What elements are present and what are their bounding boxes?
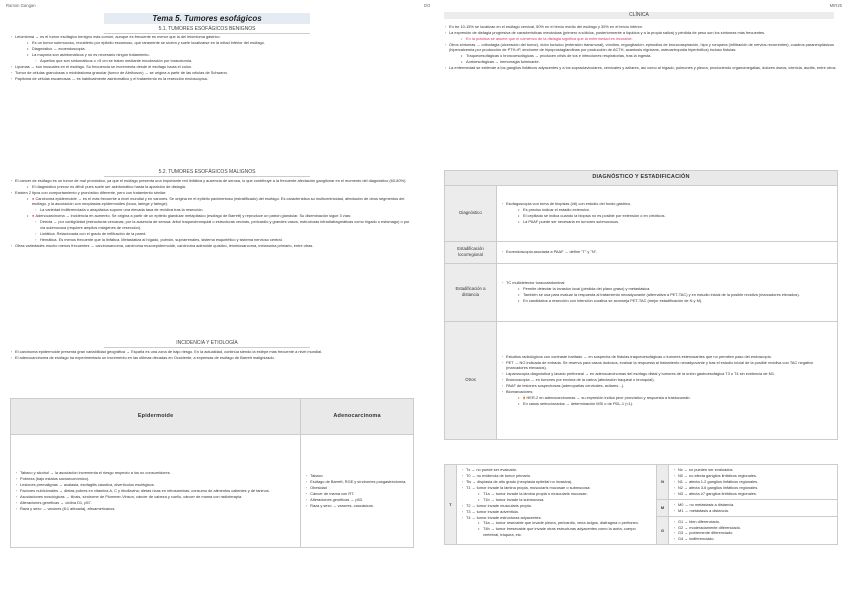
- list-item: • Es preciso indicar el estadio extensivo.: [501, 207, 833, 213]
- benign-list: [10, 34, 414, 82]
- list-item: • Permite detectar la invasión local (pérdida del plano graso) y metastásica.: [501, 286, 833, 292]
- table-header-adenocarcinoma: Adenocarcinoma: [301, 399, 414, 435]
- row-content: [497, 185, 838, 241]
- table-cell-adenocarcinoma: [301, 434, 414, 547]
- incidence-list: [10, 349, 414, 361]
- section-title-incidence: INCIDENCIA Y ETIOLOGÍA: [104, 340, 310, 348]
- list-item: · Tis → displasia de alto grado (neoplasia epitelial no invasiva).: [461, 479, 652, 485]
- list-item: · La enfermedad se extiende a los ganglios linfáticos adyacentes y a los supraclaviculares, cervicales y axilares, así como al hígado, pulmones y pleura, produciendo organomegalias, dolores óseos, ictericia, ascitis, entre otros.: [444, 65, 838, 71]
- list-item: • T4a → tumor resecable que invade pleura, pericardio, vena ácigos, diafragma o peritoneo.: [461, 520, 652, 526]
- list-item: · Alteraciones genéticas → p53.: [305, 497, 409, 503]
- list-item: • Traqueoesofágicas o broncoesofágicas → producen crisis de tos e infecciones respiratorias, tras la ingesta.: [444, 53, 838, 59]
- list-item: • En casos seleccionados → determinación MSI o de PDL-1 (<1).: [501, 401, 833, 407]
- list-item: · Broncoscopia → en tumores por encima de la carina (afectación traqueal o bronquial).: [501, 377, 833, 383]
- list-item: · El carcinoma epidermoide presenta gran variabilidad geográfica → España es una zona de bajo riesgo. En la actualidad, continúa siendo la estirpe más frecuente a nivel mundial.: [10, 349, 414, 355]
- list-item: · Otros síntomas → odinofagia (ulceración del tumor), dolor torácico (extensión transmural), vómitos, regurgitación, episodios de broncoaspiración, hipo y ronquera (infiltración de nervios recurrentes), cuadros paraneoplásicos (hipercalcemia por producción de PTH-rP, síndrome de hipoprostaglandinas por producción de ACTH, acantosis nigricans, osteoartropatía hipertrófica) incluso fístulas:: [444, 42, 838, 53]
- section-title-malignant: 5.2. TUMORES ESOFÁGICOS MALIGNOS: [104, 169, 310, 177]
- row-content: [497, 241, 838, 263]
- list-item: · Raza y sexo → varones (8:1 afecada), afroamericanos.: [15, 506, 296, 512]
- list-item: · G3 → pobremente diferenciado.: [673, 530, 833, 536]
- page-header-left: DO: [424, 3, 431, 8]
- tnm-m-content: [669, 499, 838, 516]
- list-item: · Existen 2 tipos con comportamiento y pronóstico diferente, pero con tratamiento similar:: [10, 190, 414, 196]
- list-item: · Raza y sexo → varones, caucásicos.: [305, 503, 409, 509]
- tnm-g-content: [669, 516, 838, 545]
- list-item: · Tabaco y alcohol → la asociación incrementa el riesgo respecto a los no consumidores.: [15, 470, 296, 476]
- list-item: · Esofagoscopia con toma de biopsias (≥6) con estudio del fondo gástrico.: [501, 201, 833, 207]
- list-item-text: Carcinoma epidermoide → es el más frecuente a nivel mundial y en varones. Se origina en el epitelio pavimentoso (estratificado) del esófago. Es característica su multicentricidad, afectación de otros segmentos del esófago, y la asociación con neoplasias epidermoides (boca, laringe y faringe).: [32, 195, 405, 207]
- section-title-clinic: CLÍNICA: [444, 12, 834, 19]
- list-item: · Asociaciones nosológicas → tilosis, síndrome de Plummer-Vinson, cáncer de cabeza y cuello, cáncer de mama con radioterapia.: [15, 494, 296, 500]
- list-item: · Lipomas → son inusuales en el esófago. Su frecuencia se incrementa desde el esófago hacia el colon.: [10, 64, 414, 70]
- highlight-term: ●: [32, 195, 36, 201]
- list-item: · G2 → moderadamente diferenciado.: [673, 525, 833, 531]
- list-item: • Aortoesofágicas → hemorragia fulminante.: [444, 59, 838, 65]
- list-item: • T1a → tumor invade la lámina propia o muscularis mucosae.: [461, 491, 652, 497]
- list-item: · N3 → afecta ≥7 ganglios linfáticos regionales.: [673, 491, 833, 497]
- list-item: · Factores nutricionales → dietas pobres en vitamina A, C y riboflavina; dietas ricas en nitrosaminas; consumo de alimentos calientes y de taninos.: [15, 488, 296, 494]
- list-item: · M1 → metástasis a distancia.: [673, 508, 833, 514]
- list-item: · T0 → no evidencia de tumor primario.: [461, 473, 652, 479]
- list-item: · El adenocarcinoma de esófago ha experimentado un incremento en las últimas décadas en Occidente, a expensas de esófago de Barrett malignizado.: [10, 355, 414, 361]
- tnm-label-t: T: [445, 465, 457, 545]
- list-item: • Diagnóstico → ecoendoscopia.: [10, 46, 414, 52]
- list-item: · El cáncer de esófago es un tumor de mal pronóstico, ya que el esófago presenta una importante red linfática y ausencia de serosa, lo que contribuye a la frecuente afectación ganglionar en el momento del diagnóstico (60-80%).: [10, 178, 414, 184]
- list-item: ◦ Aquellos que son sintomáticos o >5 cm se tratan mediante enucleación por toracotomía.: [10, 58, 414, 64]
- list-item: · N1 → afecta 1-2 ganglios linfáticos regionales.: [673, 479, 833, 485]
- list-item: [10, 196, 414, 207]
- list-item: [501, 395, 833, 401]
- highlight-term: ●: [32, 213, 36, 219]
- list-item: · Otras variedades mucho menos frecuentes → carcinosarcoma, carcinoma mucoepidermoide, carcinoma adenoide quístico, leiomiosarcoma, melanoma primario, entre otras.: [10, 243, 414, 249]
- list-item: · Tumor de células granulosas o mioblastoma granular (tumor de Abrikosov) → se origina a partir de las células de Schwann.: [10, 70, 414, 76]
- tnm-n-content: [669, 465, 838, 500]
- list-item: · La expresión de disfagia progresiva de características mecánicas (primero a sólidos, posteriormente a líquidos y a la propia saliva) y pérdida de peso son los síntomas más frecuentes.: [444, 30, 838, 36]
- list-item: • También se usa para evaluar la respuesta al tratamiento neoadyuvante (alternativa a PET-TAC) y en estudio inicial de la posible recidiva (marcadores elevados).: [501, 292, 833, 298]
- row-label-locoregional: Estadificación locorregional: [445, 241, 497, 263]
- tnm-table: [444, 464, 838, 545]
- list-item: · Estudios radiológicos con contraste baritado → en sospecha de fístulas traqueoesofágicas o tumores estenosantes que no permiten paso del endoscopio.: [501, 354, 833, 360]
- list-item: · T4 → tumor invade estructuras adyacentes:: [461, 515, 652, 521]
- tnm-label-n: N: [657, 465, 669, 500]
- list-item: · Pobreza (bajo estatus socioeconómico).: [15, 476, 296, 482]
- diagnosis-table: [444, 170, 838, 440]
- list-item: · Nx → no pueden ser evaluados.: [673, 467, 833, 473]
- list-item: · G4 → indiferenciado.: [673, 536, 833, 542]
- diagnosis-table-title: DIAGNÓSTICO Y ESTADIFICACIÓN: [445, 171, 838, 186]
- list-item: · Papiloma de células escamosas → es habitualmente asintomático y el tratamiento es la resección endoscópica.: [10, 76, 414, 82]
- list-item-text: HER-2 en adenocarcinomas → su expresión indica peor pronóstico y respuesta a trastuzumab.: [526, 394, 691, 400]
- list-item: · PAAF de lesiones sospechosas (adenopatías cervicales, axilares…).: [501, 383, 833, 389]
- list-item: · M0 → no metástasis a distancia.: [673, 502, 833, 508]
- list-item: · Cáncer de mama con RT.: [305, 491, 409, 497]
- list-item: · Ecoendoscopia asociada a PAAF → define "T" y "N".: [501, 249, 833, 255]
- row-content: [497, 263, 838, 321]
- row-label-distancia: Estadificación a distancia: [445, 263, 497, 321]
- list-item: · T3 → tumor invade adventicia.: [461, 509, 652, 515]
- list-item: • La mayoría son asintomáticos y no es necesario ningún tratamiento.: [10, 52, 414, 58]
- table-cell-epidermoide: [11, 434, 301, 547]
- list-item: • T1b → tumor invade la submucosa.: [461, 497, 652, 503]
- list-item: • El cepillado se indica cuando la biopsia no es posible por extensión o en cirróticos.: [501, 213, 833, 219]
- page-header-author: Ramon Gangan: [6, 3, 36, 8]
- list-item: · Esófago de Barrett, RGE y síndromes posgastrectomía.: [305, 479, 409, 485]
- list-item: · Lesiones premalignas → acalasia, esofagitis cáustica, divertículos esofágicos.: [15, 482, 296, 488]
- list-item: · Leiomioma → es el tumor esofágico benigno más común, aunque es frecuente es menor que la del leiomioma gástrico.: [10, 34, 414, 40]
- right-page: [424, 0, 848, 599]
- list-item: · G1 → bien diferenciado.: [673, 519, 833, 525]
- tnm-label-m: M: [657, 499, 669, 516]
- clinic-list: [444, 24, 838, 71]
- row-content: [497, 321, 838, 439]
- list-item: · N0 → no afecta ganglios linfáticos regionales.: [673, 473, 833, 479]
- list-item: ◦ Hemática. Es menos frecuente que la linfática. Metastatiza al hígado, pulmón, suprarrenales, sistema esquelético y sistema nervioso central.: [10, 237, 414, 243]
- section-title-benign: 5.1. TUMORES ESOFÁGICOS BENIGNOS: [104, 26, 310, 34]
- table-header-epidermoide: Epidermoide: [11, 399, 301, 435]
- list-item: · En tre 10-15% se localizan en el esófago cervical, 50% en el tercio medio del esófago y 35% en el tercio inferior.: [444, 24, 838, 30]
- list-item: ◦ Linfática. Relacionada con el grado de infiltración de la pared.: [10, 231, 414, 237]
- list-item: · Laparoscopia diagnóstica y lavado peritoneal → en adenocarcinomas del esófago distal y tumores de la unión gastroesofágica T3 o T4 sin evidencia de M1.: [501, 371, 833, 377]
- etiology-table: [10, 398, 414, 596]
- list-item-text: Adenocarcinoma → incidencia en aumento. Se origina a partir de un epitelio glandular metaplásico (esófago de Barrett) y reproduce un patrón glandular. Su diseminación sigue 3 vías:: [35, 213, 351, 219]
- row-label-otros: Otros: [445, 321, 497, 439]
- list-item: • En la práctica se asume que el comienzo de la disfagia significa que la enfermedad es incurable.: [444, 36, 838, 42]
- row-label-diagnostico: Diagnóstico: [445, 185, 497, 241]
- malignant-list: [10, 178, 414, 248]
- list-item: · TC multidetector toracoabdominal: [501, 280, 833, 286]
- list-item: · Biomarcadores:: [501, 389, 833, 395]
- list-item: · Obesidad: [305, 485, 409, 491]
- list-item: • El diagnóstico precoz es difícil pues suele ser asintomático hasta la aparición de disfagia.: [10, 184, 414, 190]
- list-item: ◦ La variedad indiferenciada o anaplásica supone una elevada tasa de recidiva tras la resección.: [10, 207, 414, 213]
- list-item: [10, 213, 414, 219]
- list-item: • T4b → tumor irresecable que invade otras estructuras adyacentes como la aorta, cuerpo vertebral, tráquea, etc.: [461, 526, 652, 537]
- list-item: · Alteraciones genéticas → ciclina D1, p57.: [15, 500, 296, 506]
- list-item: • En candidatos a resección con intención curativa se aconseja PET-TAC (mejor estadificación de N y M).: [501, 298, 833, 304]
- list-item: · T1 → tumor invade la lámina propia, muscularis mucosae o submucosa:: [461, 485, 652, 491]
- list-item: • Es un tumor submucoso, recubierto por epitelio escamoso, que raramente se ulcera y suele localizarse en la mitad inferior del esófago.: [10, 40, 414, 46]
- list-item: · Tabaco: [305, 473, 409, 479]
- her2-highlight: ●: [523, 394, 526, 400]
- list-item: · Tx → no puede ser evaluado.: [461, 467, 652, 473]
- tnm-label-g: G: [657, 516, 669, 545]
- list-item: · PET → NO indicada de entrada. Se reserva para casos dudosos, evaluar la respuesta al tratamiento neoadyuvante y tras el estudio inicial de la posible recidiva con TAC negativo (marcadores elevados).: [501, 360, 833, 371]
- page-header-right: MIR25: [829, 3, 842, 8]
- list-item: • La PAAF puede ser necesaria en tumores submucosos.: [501, 219, 833, 225]
- tnm-t-content: [457, 465, 657, 545]
- chapter-title: Tema 5. Tumores esofágicos: [104, 13, 310, 24]
- list-item: · T2 → tumor invade muscularis propia.: [461, 503, 652, 509]
- list-item: · N2 → afecta 3-6 ganglios linfáticos regionales.: [673, 485, 833, 491]
- list-item: ◦ Directa → por contigüidad (estructuras cercanas; por la ausencia de serosa: árbol traqueobronquial o estructuras vecinas, pericardio y grandes vasos, estructuras infradiafragmáticas como hígado o estómago) o por vía submucosa (requiere amplios márgenes de resección).: [10, 219, 414, 230]
